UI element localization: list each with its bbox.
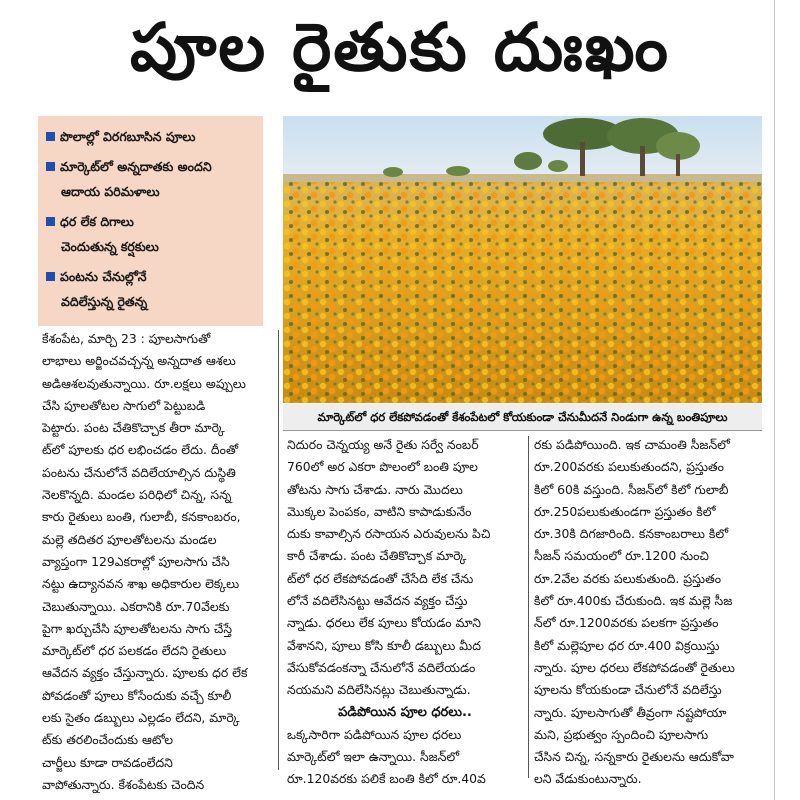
article-line: ట్‌లో పూలకు ధర లభించడం లేదు. దీంతో	[42, 442, 239, 458]
article-line: న్నారు. పూల ధరలు లేకపోవడంతో రైతులు	[534, 659, 735, 675]
article-line: మార్కెట్‌లో ధర పలకడం లేదని రైతులు	[42, 643, 227, 659]
article-line: లకు సైతం డబ్బులు ఎల్లడం లేదని, మార్కె	[42, 710, 240, 726]
article-line: కారీ చేశాడు. పంట చేతికొచ్చాక మార్కె	[287, 548, 467, 564]
article-line: న్నారు. పూలసాగుతో తీవ్రంగా నష్టపోయా	[534, 704, 727, 720]
highlight-text: మార్కెట్‌లో అన్నదాతకు అందని	[60, 159, 212, 174]
article-line: వాపోతున్నారు. కేశంపేటకు చెందిన	[42, 776, 205, 792]
marigold-field-photo	[283, 116, 762, 403]
highlight-text: ధర లేక దిగాలు	[60, 214, 134, 229]
article-line: ఆవేదన వ్యక్తం చేస్తున్నారు. పూలకు ధర లేక	[42, 665, 248, 681]
article-line: ట్‌కు తరలించేందుకు ఆటోల	[42, 732, 174, 748]
article-line: మని, ప్రభుత్వం స్పందించి పూలసాగు	[534, 726, 709, 742]
square-bullet-icon	[46, 217, 55, 226]
article-line: అడిఆశలవుతున్నాయి. రూ.లక్షలు అప్పులు	[42, 375, 246, 391]
article-line: 760లో అర ఎకరా పొలంలో బంతి పూల	[287, 459, 478, 475]
article-line: వేసుకోవడంకన్నా చేనులోనే వదిలేయడం	[287, 659, 476, 675]
highlight-text: పొలాల్లో విరగబూసిన పూలు	[60, 129, 196, 144]
highlight-item	[46, 154, 257, 204]
article-line: మొక్కల పెంపకం, వాటిని కాపాడుకునేం	[287, 503, 472, 519]
article-column-3	[534, 434, 766, 791]
article-line: వ్యాప్తంగా 129ఎకరాల్లో పూలసాగు చేసి	[42, 553, 230, 569]
field-illustration	[283, 116, 762, 403]
article-line: న్‌లో రూ.1200వరకు పలకగా ప్రస్తుతం	[534, 615, 719, 631]
article-line: దుకు కావాల్సిన రసాయన ఎరువులను పిచి	[287, 526, 491, 542]
article-line: పైగా ఖర్చుచేసి పూలతోటలను సాగు చేస్తే	[42, 620, 233, 636]
column-divider	[278, 330, 279, 770]
square-bullet-icon	[46, 132, 55, 141]
article-line: నెలకొన్నది. మండల పరిధిలో చిన్న, సన్న	[42, 487, 232, 503]
article-line: పూలను కోయకుండా చేనులోనే వదిలేస్తు	[534, 682, 722, 698]
article-line: రూ.120వరకు పలికే బంతి కిలో రూ.40వ	[287, 771, 486, 787]
article-line: చేసిన చిన్న, సన్నకారు రైతులను ఆదుకోవా	[534, 749, 734, 765]
article-line: ఒక్కసారిగా పడిపోయిన పూల ధరలు	[287, 726, 462, 742]
article-line: వేశానని, పూలు కోసి కూలీ డబ్బులు మీద	[287, 637, 482, 653]
article-line: మార్కెట్‌లో ఇలా ఉన్నాయి. సీజన్‌లో	[287, 749, 460, 765]
article-line: లోనే వదిలేసినట్టు ఆవేదన వ్యక్తం చేస్తు	[287, 593, 468, 609]
page-edge	[774, 0, 775, 800]
square-bullet-icon	[46, 162, 55, 171]
article-line: చెబుతున్నాయి. ఎకరానికి రూ.70వేలకు	[42, 598, 230, 614]
article-line: కిలో మల్లెపూల ధర రూ.400 విక్రయిస్తు	[534, 637, 720, 653]
article-column-2	[287, 434, 523, 791]
highlight-text: చెందుతున్న కర్షకులు	[61, 239, 159, 254]
article-line: రకు పడిపోయింది. ఇక చామంతి సీజన్‌లో	[534, 437, 730, 452]
highlight-item	[46, 124, 257, 149]
article-line: లని వేడుకుంటున్నారు.	[534, 771, 642, 787]
article-line: నయమని వదిలేసినట్లు చెబుతున్నాడు.	[287, 682, 471, 698]
highlight-item	[46, 264, 257, 314]
column-divider	[528, 436, 529, 778]
article-column-1	[42, 328, 272, 796]
article-line: సీజన్ సమయంలో రూ.1200 నుంచి	[534, 548, 709, 564]
highlights-box	[38, 116, 263, 326]
article-line: రూ.30కి దిగజారింది. కనకాంబరాలు కిలో	[534, 526, 729, 542]
headline: పూల రైతుకు దుఃఖం	[129, 8, 670, 86]
article-line: లాభాలు అర్జించవచ్చన్న అన్నదాత ఆశలు	[42, 353, 236, 369]
article-line: కిలో రూ.400కు చేరుకుంది. ఇక మల్లె సీజ	[534, 593, 733, 609]
article-line: పంటను చేనులోనే వదిలేయాల్సిన దుస్థితి	[42, 464, 236, 480]
article-line: కారు రైతులు బంతి, గులాబీ, కనకాంబరం,	[42, 509, 241, 525]
article-line: రూ.2వేల వరకు పలుకుతుంది. ప్రస్తుతం	[534, 570, 722, 586]
article-line: రూ.200వరకు పలుకుతుందని, ప్రస్తుతం	[534, 459, 724, 475]
highlight-text: పంటను చేనుల్లోనే	[60, 269, 147, 284]
article-line: చార్జీలు కూడా రావడంలేదని	[42, 754, 173, 770]
article-line: మల్లె తదితర పూలతోటలను మండల	[42, 531, 217, 547]
photo-caption: మార్కెట్‌లో ధర లేకపోవడంతో కేశంపేటలో కోయకుండా చేనుమీదనే నిండుగా ఉన్న బంతిపూలు	[283, 404, 762, 431]
article-line: కిలో 60కి వస్తుంది. సీజన్‌లో కిలో గులాబీ	[534, 481, 729, 497]
section-subheading: పడిపోయిన పూల ధరలు..	[338, 704, 472, 720]
article-line: నిదురం చెన్నయ్య అనే రైతు సర్వే నంబర్	[287, 437, 479, 452]
article-line: న్నాడు. ధరలు లేక పూలు కోయడం మాని	[287, 615, 481, 631]
article-line: తోటను సాగు చేశాడు. నారు మొదలు	[287, 481, 463, 497]
article-line: పెట్టారు. పంట చేతికొచ్చాక తీరా మార్కె	[42, 420, 225, 436]
highlight-item	[46, 209, 257, 259]
article-line: పోవడంతో పూలు కోసేందుకు వచ్చే కూలీ	[42, 687, 232, 703]
highlight-text: ఆదాయ పరిమళాలు	[61, 184, 160, 199]
article-line: రూ.250పలుకుతుండగా ప్రస్తుతం కిలో	[534, 503, 716, 519]
square-bullet-icon	[46, 272, 55, 281]
article-line: నట్టు ఉద్యానవన శాఖ అధికారుల లెక్కలు	[42, 576, 240, 592]
article-line: చేసి పూలతోటల సాగులో పెట్టుబడి	[42, 397, 206, 413]
article-line: ట్‌లో ధర లేకపోవడంతో చేసేది లేక చేను	[287, 570, 474, 586]
highlight-text: వదిలేస్తున్న రైతన్న	[61, 294, 148, 309]
article-line: కేశంపేట, మార్చి 23 : పూలసాగుతో	[42, 331, 211, 346]
